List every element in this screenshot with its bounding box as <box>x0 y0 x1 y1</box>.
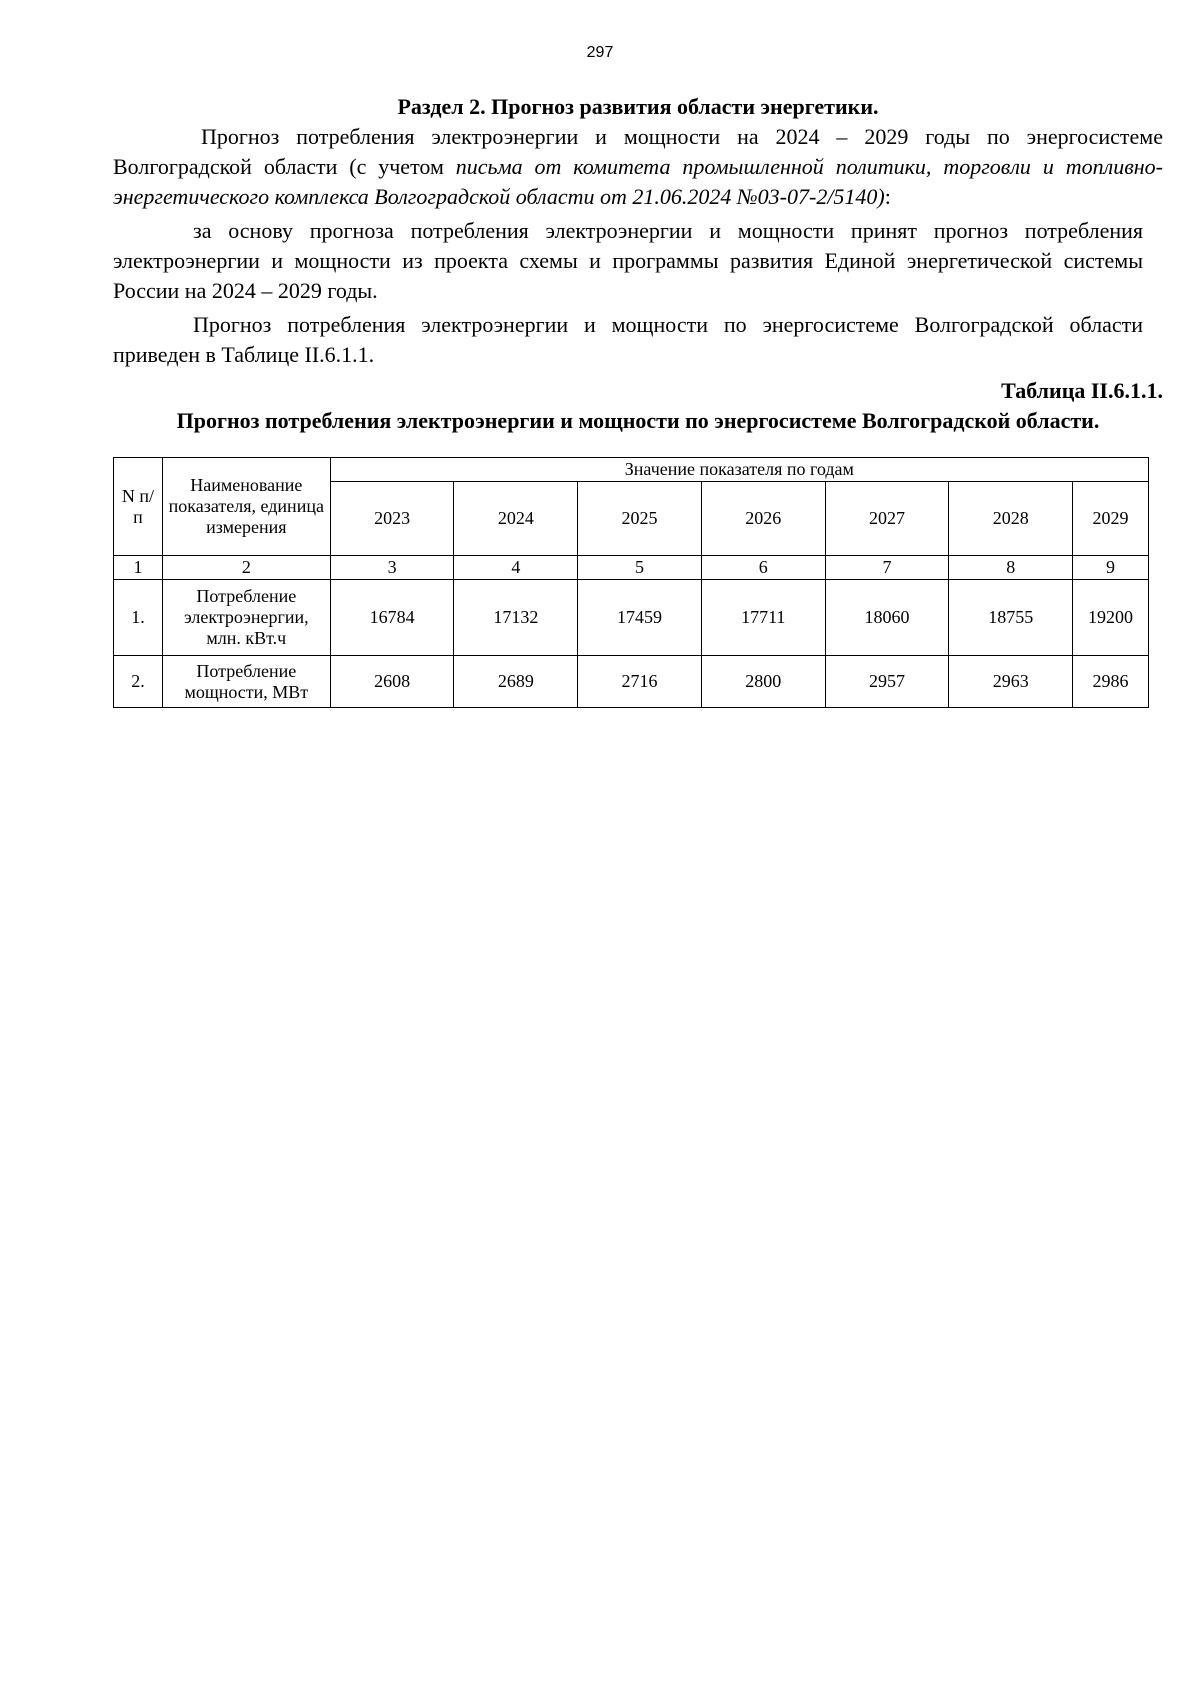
row-value: 2800 <box>701 656 825 708</box>
row-indicator-name: Потребление электроэнергии, млн. кВт.ч <box>162 580 330 656</box>
document-body <box>113 92 1163 436</box>
header-year: 2023 <box>330 482 454 556</box>
page-number: 297 <box>586 44 614 61</box>
row-value: 2957 <box>825 656 949 708</box>
header-year: 2029 <box>1073 482 1149 556</box>
column-number: 1 <box>114 556 163 580</box>
row-value: 17711 <box>701 580 825 656</box>
paragraph-letter-reference: письма от комитета промышленной политики, торговли и топливно-энергетического комплекса Волгоградской области от 21.06.2024 №03-07-2/5140) <box>113 154 1163 209</box>
paragraph-lead-text: Прогноз потребления электроэнергии и мощности на 2024 – 2029 годы по энергосистеме Волгоградской области (с учетом <box>113 124 1163 179</box>
row-value: 19200 <box>1073 580 1149 656</box>
row-value: 2716 <box>578 656 702 708</box>
table-title: Прогноз потребления электроэнергии и мощности по энергосистеме Волгоградской области. <box>176 408 1100 433</box>
row-value: 17132 <box>454 580 578 656</box>
row-value: 2963 <box>949 656 1073 708</box>
row-value: 2689 <box>454 656 578 708</box>
column-number: 9 <box>1073 556 1149 580</box>
row-value: 18755 <box>949 580 1073 656</box>
table-header-row <box>114 458 1149 482</box>
paragraph-table-reference: Прогноз потребления электроэнергии и мощности по энергосистеме Волгоградской области приведен в Таблице II.6.1.1. <box>113 312 1143 367</box>
row-num: 2. <box>114 656 163 708</box>
column-number: 7 <box>825 556 949 580</box>
column-number: 6 <box>701 556 825 580</box>
row-value: 2986 <box>1073 656 1149 708</box>
forecast-table <box>113 457 1149 708</box>
header-year: 2024 <box>454 482 578 556</box>
row-value: 18060 <box>825 580 949 656</box>
header-years-group: Значение показателя по годам <box>330 458 1148 482</box>
header-year: 2027 <box>825 482 949 556</box>
section-title: Раздел 2. Прогноз развития области энергетики. <box>397 94 879 119</box>
row-value: 17459 <box>578 580 702 656</box>
table-row <box>114 656 1149 708</box>
row-num: 1. <box>114 580 163 656</box>
header-year: 2025 <box>578 482 702 556</box>
row-indicator-name: Потребление мощности, МВт <box>162 656 330 708</box>
column-number: 4 <box>454 556 578 580</box>
paragraph-forecast-basis: за основу прогноза потребления электроэнергии и мощности принят прогноз потребления электроэнергии и мощности из проекта схемы и программы развития Единой энергетической системы России на 2024 – 2029 годы. <box>113 218 1143 303</box>
column-number: 3 <box>330 556 454 580</box>
column-number-row <box>114 556 1149 580</box>
row-value: 16784 <box>330 580 454 656</box>
paragraph-forecast-intro <box>113 122 1163 212</box>
header-year: 2028 <box>949 482 1073 556</box>
row-value: 2608 <box>330 656 454 708</box>
table-row <box>114 580 1149 656</box>
header-indicator-name: Наименование показателя, единица измерения <box>162 458 330 556</box>
table-label: Таблица II.6.1.1. <box>1001 378 1163 403</box>
header-num: N п/п <box>114 458 163 556</box>
header-year: 2026 <box>701 482 825 556</box>
paragraph-tail: : <box>884 184 891 209</box>
column-number: 8 <box>949 556 1073 580</box>
column-number: 5 <box>578 556 702 580</box>
column-number: 2 <box>162 556 330 580</box>
